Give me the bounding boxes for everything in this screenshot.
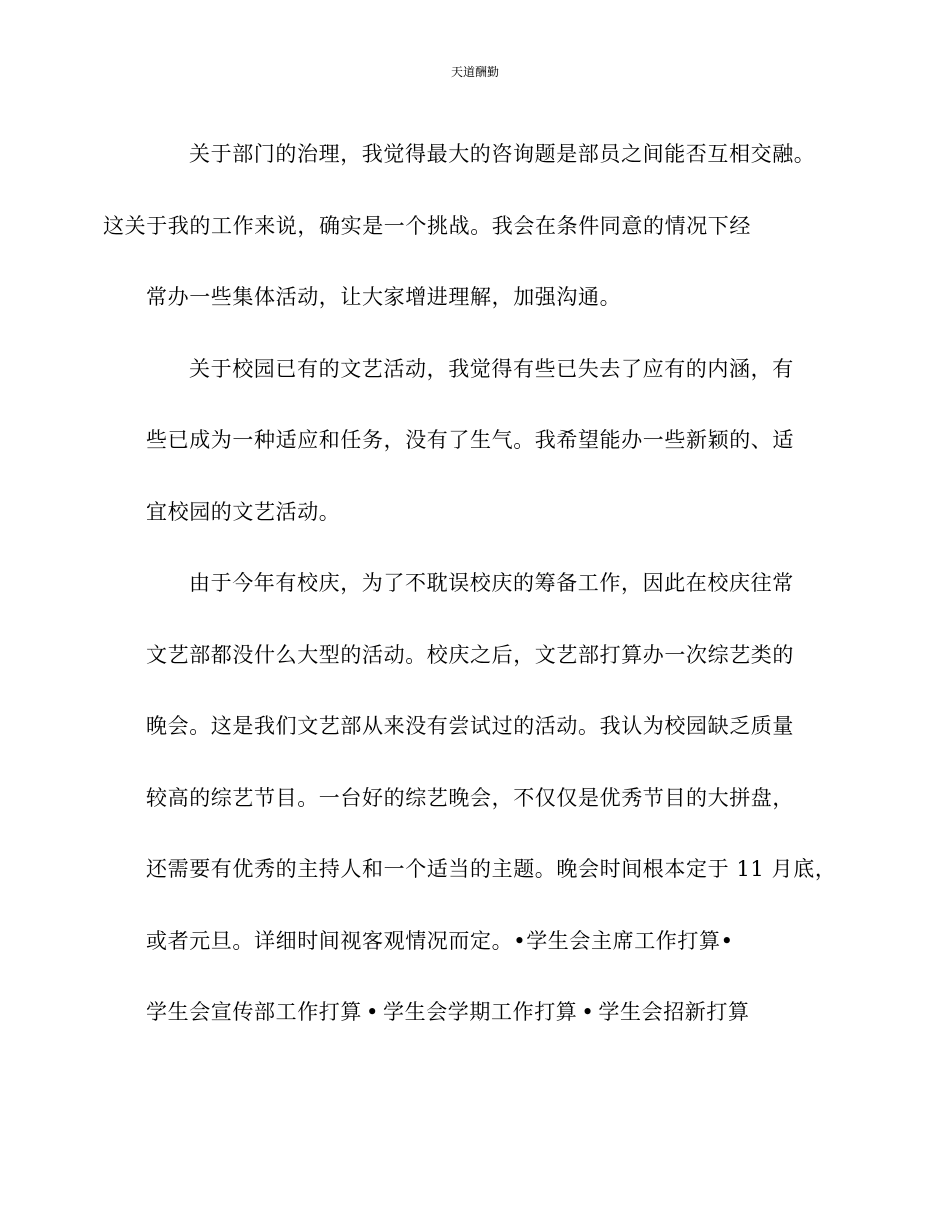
paragraph-line-text: 或者元旦。详细时间视客观情况而定。 xyxy=(146,928,514,953)
paragraph-line: 较高的综艺节目。一台好的综艺晚会，不仅仅是优秀节目的大拼盘， xyxy=(146,785,794,810)
bullet-separator: • xyxy=(513,928,527,953)
paragraph-3 xyxy=(146,548,836,977)
paragraph-line: 宜校园的文艺活动。 xyxy=(146,499,341,524)
paragraph-line: 关于部门的治理，我觉得最大的咨询题是部员之间能否互相交融。 xyxy=(189,142,816,166)
related-links-line xyxy=(146,977,836,1049)
paragraph-line: 关于校园已有的文艺活动，我觉得有些已失去了应有的内涵，有 xyxy=(189,356,794,381)
paragraph-line: 由于今年有校庆，为了不耽误校庆的筹备工作，因此在校庆往常 xyxy=(189,571,794,595)
bullet-separator: • xyxy=(366,1000,379,1024)
paragraph-2 xyxy=(146,334,836,549)
related-link-semester-plan[interactable]: 学生会学期工作打算 xyxy=(383,1000,578,1024)
related-links xyxy=(146,977,836,1049)
related-link-recruitment-plan[interactable]: 学生会招新打算 xyxy=(598,1000,750,1024)
paragraph-line: 常办一些集体活动，让大家增进理解，加强沟通。 xyxy=(146,285,622,309)
bullet-separator: • xyxy=(581,1000,595,1024)
paragraph-line: 晚会。这是我们文艺部从来没有尝试过的活动。我认为校园缺乏质量 xyxy=(146,714,794,738)
paragraph-line: 这关于我的工作来说，确实是一个挑战。我会在条件同意的情况下经 xyxy=(103,213,751,238)
bullet-separator: • xyxy=(720,928,734,953)
related-link-publicity-plan[interactable]: 学生会宣传部工作打算 xyxy=(146,1000,362,1024)
document-body xyxy=(103,119,837,1049)
page-header: 天道酬勤 xyxy=(450,65,499,79)
related-link-chairman-plan[interactable]: 学生会主席工作打算 xyxy=(526,928,721,953)
paragraph-line: 些已成为一种适应和任务，没有了生气。我希望能办一些新颖的、适 xyxy=(146,428,794,452)
paragraph-last-line xyxy=(103,906,836,978)
paragraph-1 xyxy=(103,119,836,334)
paragraph-line: 还需要有优秀的主持人和一个适当的主题。晚会时间根本定于 11 月底， xyxy=(146,857,837,881)
paragraph-line: 文艺部都没什么大型的活动。校庆之后，文艺部打算办一次综艺类的 xyxy=(146,642,794,667)
